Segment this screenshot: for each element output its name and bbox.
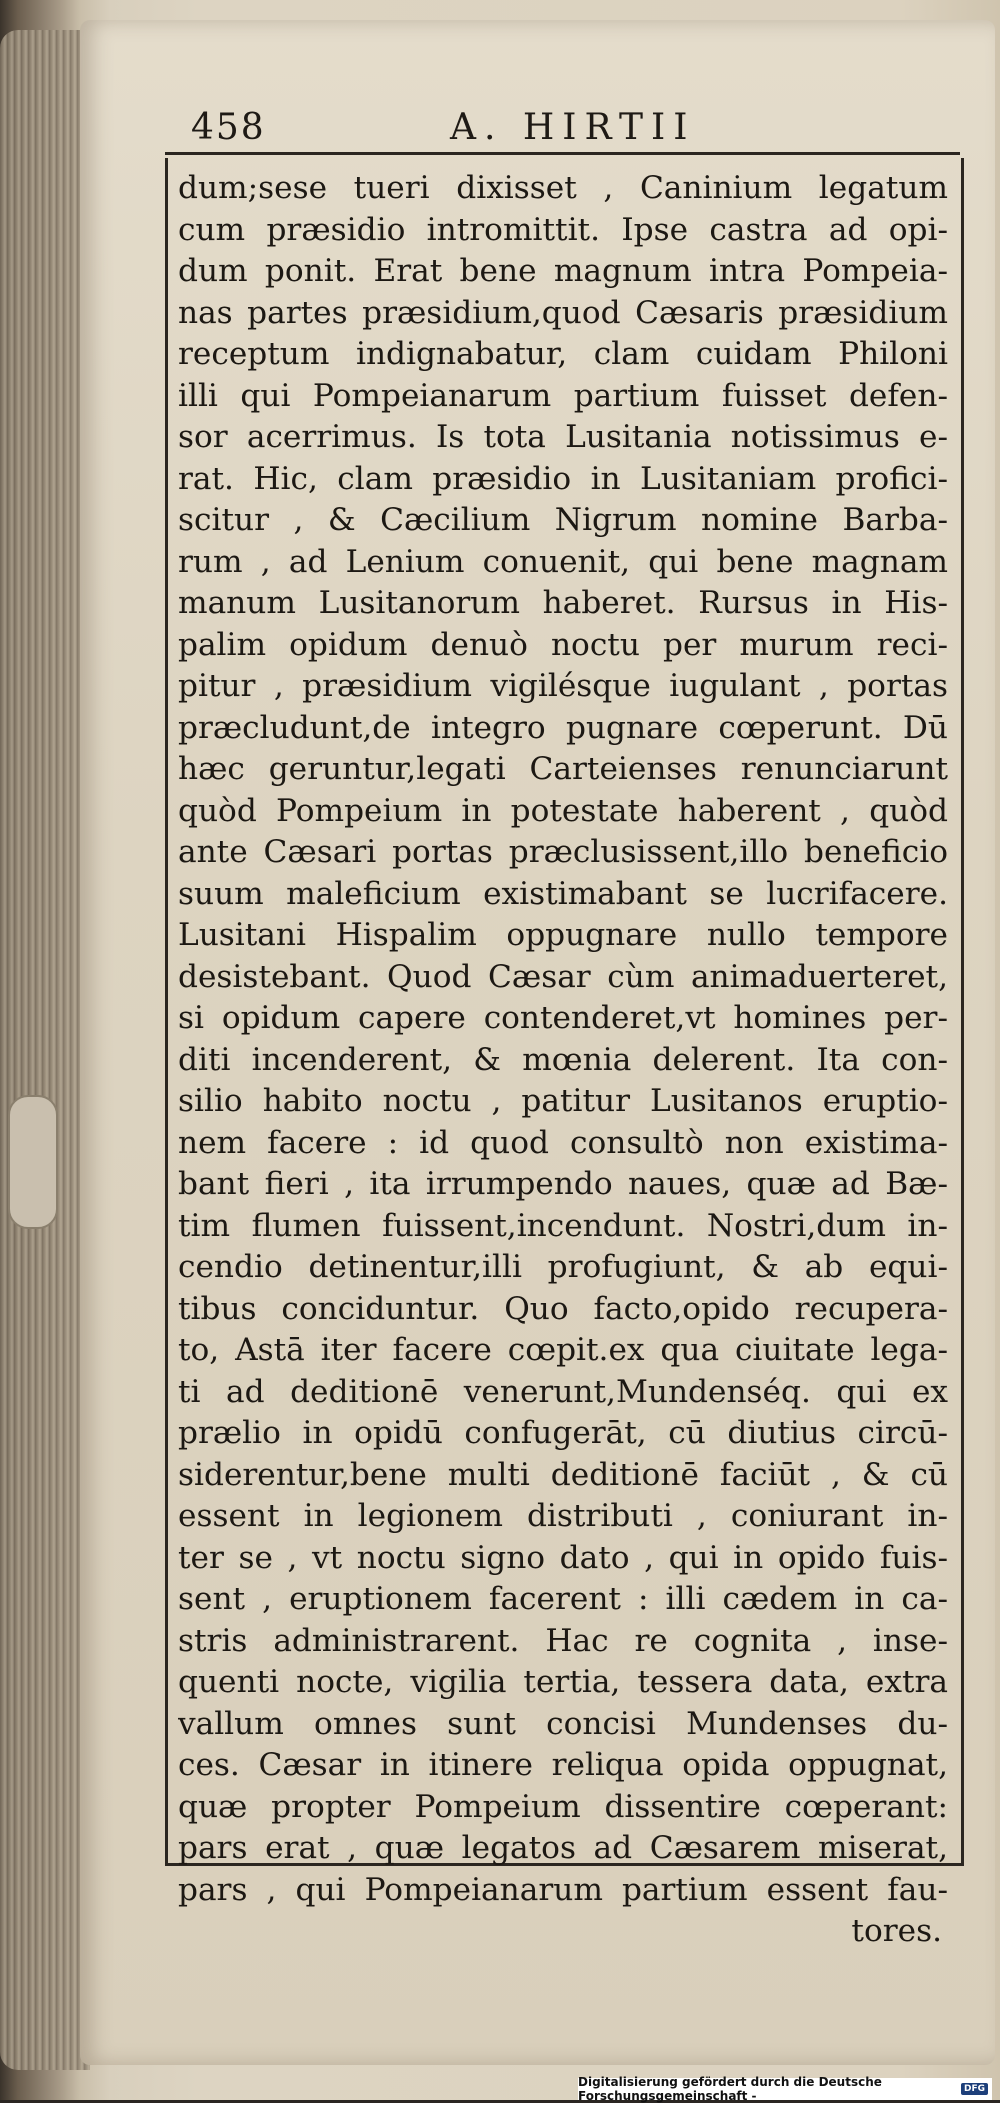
text-line: quòd Pompeium in potestate haberent , quòd bbox=[178, 792, 948, 829]
text-line: essent in legionem distributi , coniurant in- bbox=[178, 1498, 948, 1534]
text-line: ter se , vt noctu signo dato , qui in opido fuis- bbox=[178, 1539, 948, 1576]
page-edges bbox=[0, 30, 90, 2070]
text-line: nem facere : id quod consultò non existima- bbox=[178, 1124, 948, 1161]
text-line: cum præsidio intromittit. Ipse castra ad opi- bbox=[178, 211, 948, 248]
running-header bbox=[165, 100, 960, 155]
text-line: quenti nocte, vigilia tertia, tessera data, extra bbox=[178, 1664, 948, 1700]
dfg-logo-icon: DFG bbox=[961, 2083, 988, 2095]
text-line: diti incenderent, & mœnia delerent. Ita con- bbox=[178, 1041, 948, 1078]
text-line: rum , ad Lenium conuenit, qui bene magnam bbox=[178, 543, 948, 580]
running-title: A. HIRTII bbox=[450, 107, 696, 148]
text-line: sent , eruptionem facerent : illi cædem in ca- bbox=[178, 1581, 948, 1617]
text-line: cendio detinentur,illi profugiunt, & ab equi- bbox=[178, 1249, 948, 1285]
text-line: vallum omnes sunt concisi Mundenses du- bbox=[178, 1705, 948, 1742]
footer-credit bbox=[578, 2075, 992, 2103]
text-line: nas partes præsidium,quod Cæsaris præsidium bbox=[178, 294, 948, 331]
text-line: si opidum capere contenderet,vt homines per- bbox=[178, 1000, 948, 1036]
text-line: Lusitani Hispalim oppugnare nullo tempore bbox=[178, 917, 948, 953]
text-line: manum Lusitanorum haberet. Rursus in His- bbox=[178, 585, 948, 621]
text-line: sor acerrimus. Is tota Lusitania notissimus e- bbox=[178, 419, 948, 455]
text-line: ante Cæsari portas præclusissent,illo beneficio bbox=[178, 834, 948, 870]
credit-text: Digitalisierung gefördert durch die Deutsche Forschungsgemeinschaft - bbox=[578, 2075, 882, 2103]
text-line: bant fieri , ita irrumpendo naues, quæ ad Bæ- bbox=[178, 1166, 948, 1202]
text-line: præcludunt,de integro pugnare cœperunt. Dū bbox=[178, 709, 948, 746]
text-line: pars , qui Pompeianarum partium essent fau- bbox=[178, 1871, 948, 1908]
text-line: dum ponit. Erat bene magnum intra Pompeia- bbox=[178, 253, 948, 289]
text-line: illi qui Pompeianarum partium fuisset defen- bbox=[178, 377, 948, 414]
text-line: stris administrarent. Hac re cognita , inse- bbox=[178, 1622, 948, 1659]
text-line: hæc geruntur,legati Carteienses renunciarunt bbox=[178, 751, 948, 787]
page-number: 458 bbox=[191, 107, 266, 148]
text-line: receptum indignabatur, clam cuidam Philoni bbox=[178, 336, 948, 372]
text-line: prælio in opidū confugerāt, cū diutius circū- bbox=[178, 1415, 948, 1451]
text-line: pars erat , quæ legatos ad Cæsarem miserat, bbox=[178, 1830, 948, 1866]
body-text bbox=[178, 168, 948, 1953]
text-line: suum maleficium existimabant se lucrifacere. bbox=[178, 875, 948, 912]
text-line: pitur , præsidium vigilésque iugulant , portas bbox=[178, 668, 948, 704]
text-line: ces. Cæsar in itinere reliqua opida oppugnat, bbox=[178, 1747, 948, 1783]
catchword: tores. bbox=[851, 1913, 942, 1949]
text-line: rat. Hic, clam præsidio in Lusitaniam profici- bbox=[178, 460, 948, 497]
text-line: tibus conciduntur. Quo facto,opido recupera- bbox=[178, 1290, 948, 1327]
text-line: scitur , & Cæcilium Nigrum nomine Barba- bbox=[178, 502, 948, 538]
text-line: silio habito noctu , patitur Lusitanos eruptio- bbox=[178, 1083, 948, 1119]
text-line: desistebant. Quod Cæsar cùm animaduerteret, bbox=[178, 958, 948, 995]
text-line: quæ propter Pompeium dissentire cœperant: bbox=[178, 1788, 948, 1825]
text-line: palim opidum denuò noctu per murum reci- bbox=[178, 626, 948, 663]
text-line: tim flumen fuissent,incendunt. Nostri,dum in- bbox=[178, 1207, 948, 1244]
text-line: dum;sese tueri dixisset , Caninium legatum bbox=[178, 170, 948, 206]
text-line: siderentur,bene multi deditionē faciūt , & cū bbox=[178, 1456, 948, 1493]
book-clasp bbox=[8, 1095, 58, 1229]
text-line: to, Astā iter facere cœpit.ex qua ciuitate lega- bbox=[178, 1332, 948, 1368]
text-line: ti ad deditionē venerunt,Mundenséq. qui ex bbox=[178, 1373, 948, 1410]
